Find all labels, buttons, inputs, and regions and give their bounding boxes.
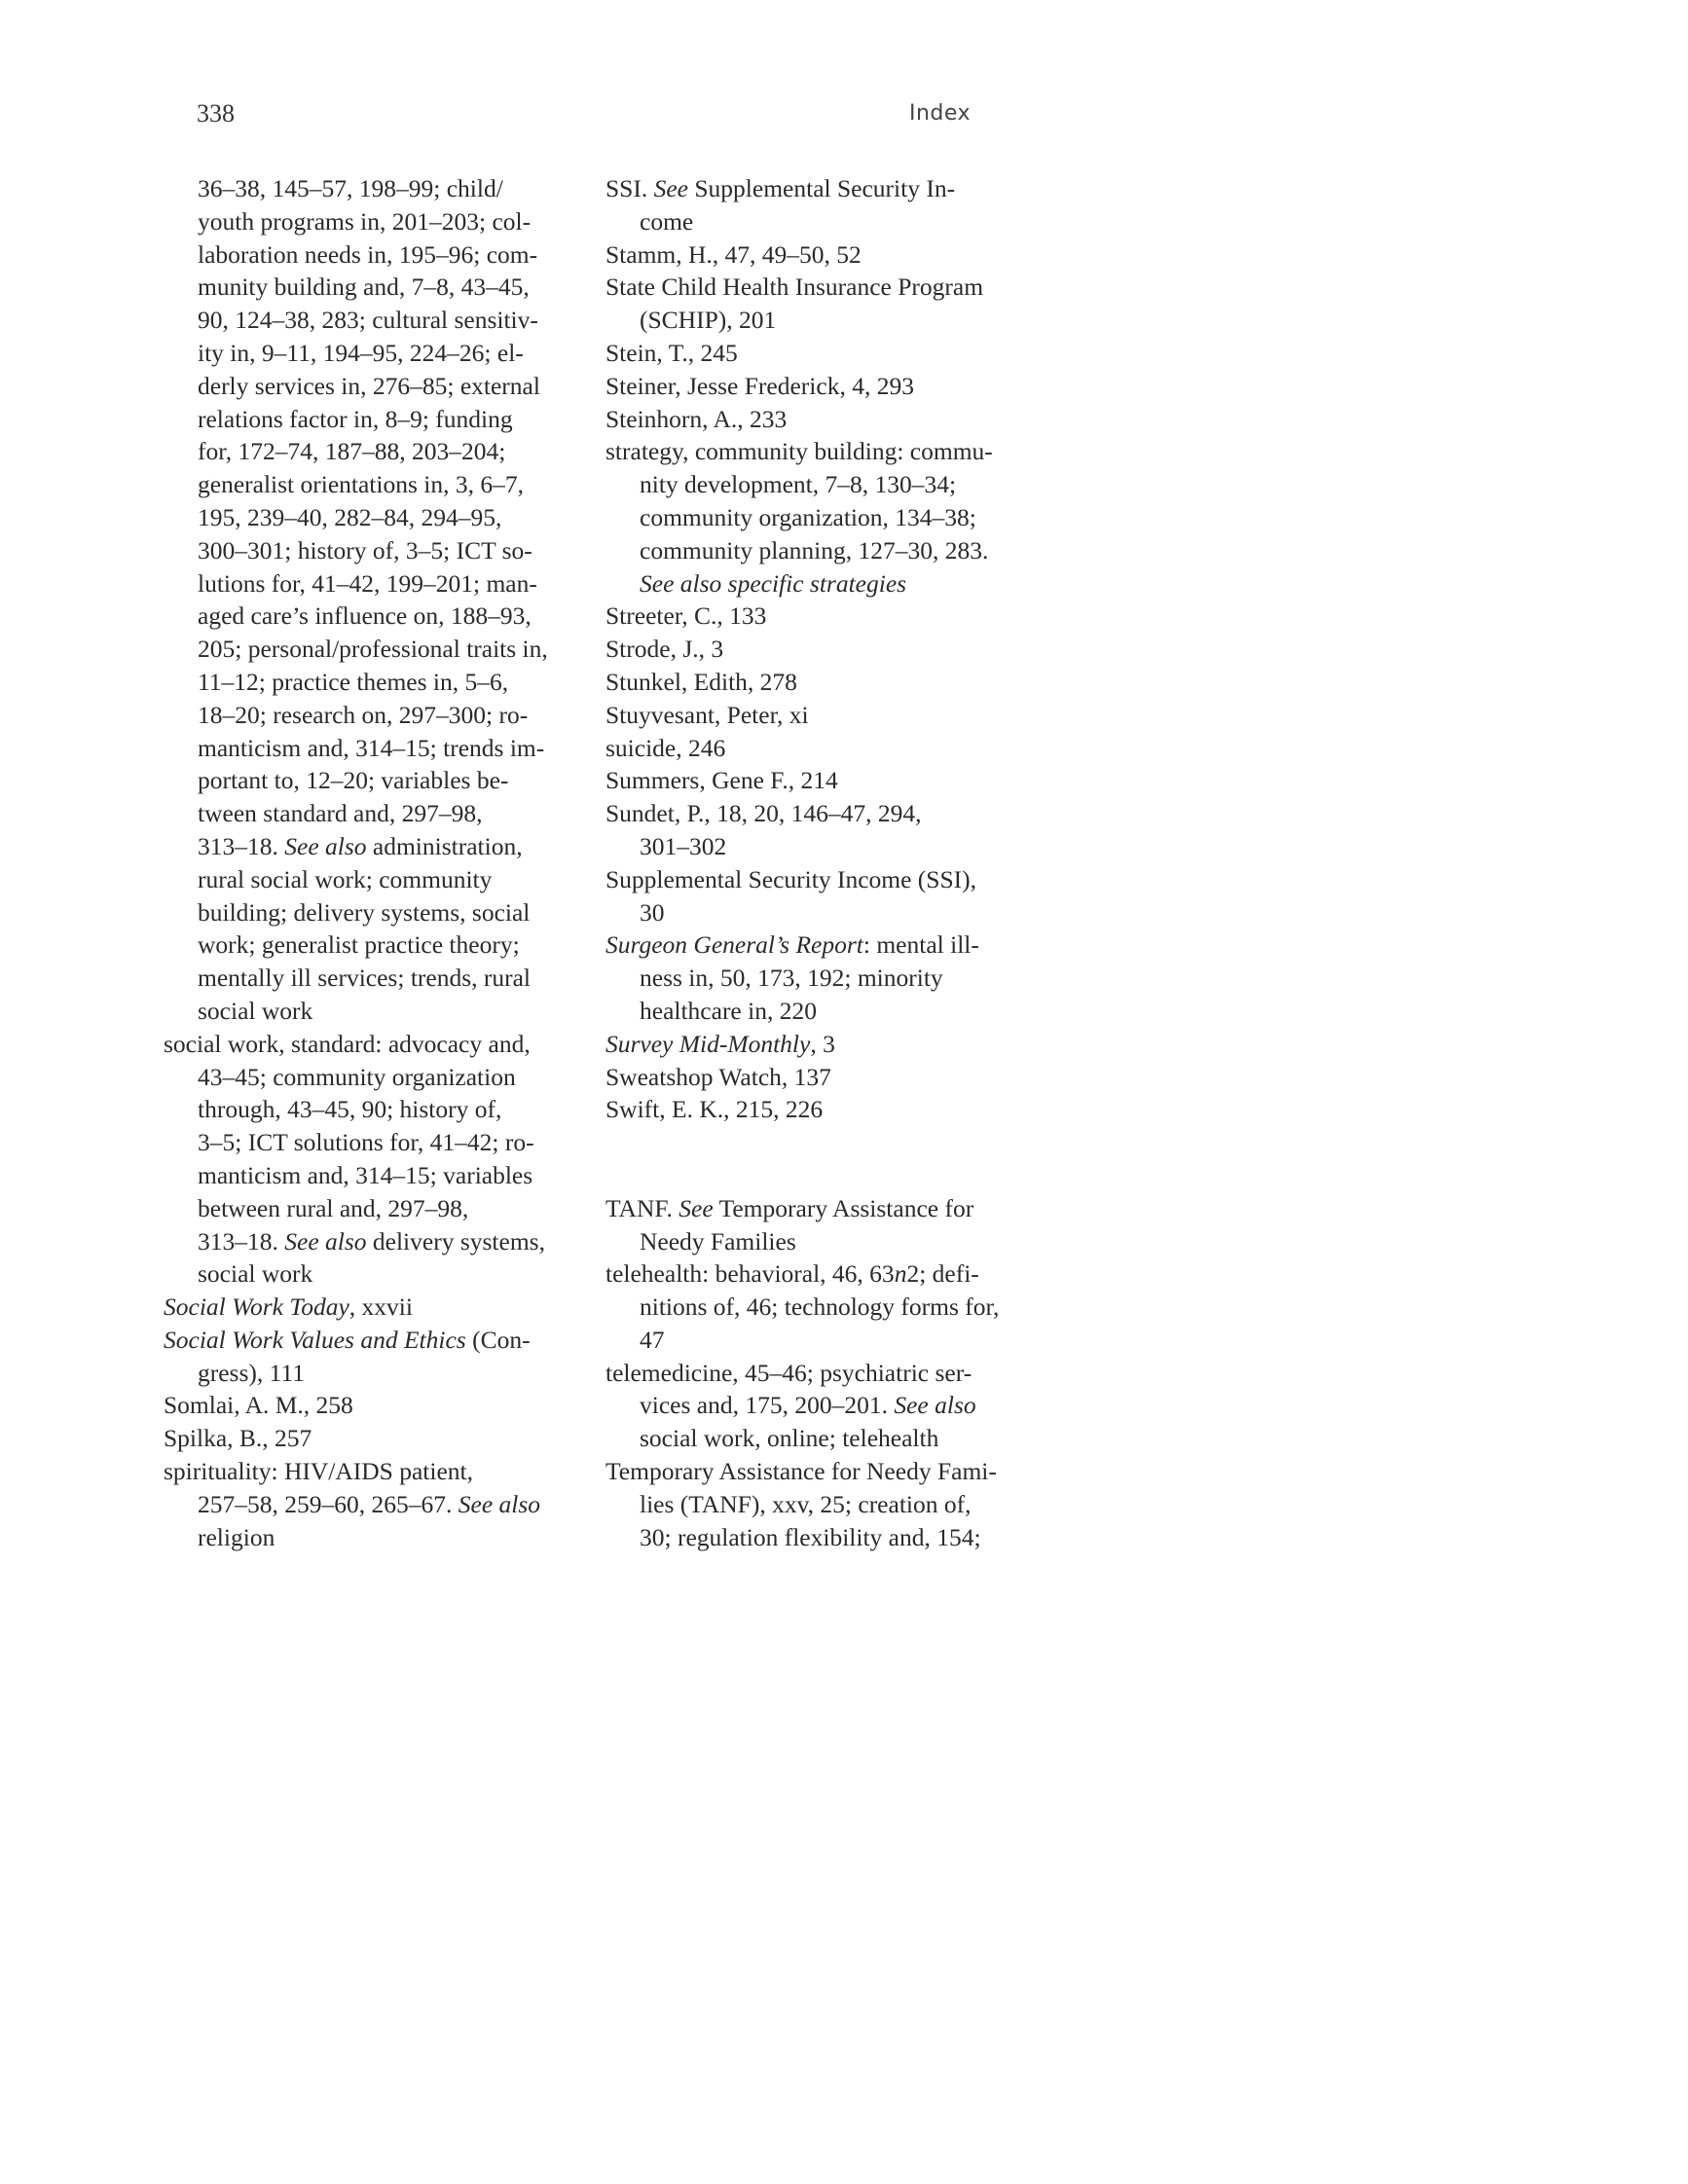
entry-text: derly services in, 276–85; external bbox=[198, 371, 540, 400]
entry-text: Stamm, H., 47, 49–50, 52 bbox=[605, 239, 862, 269]
entry-text: healthcare in, 220 bbox=[640, 996, 817, 1025]
index-continuation-line bbox=[164, 1225, 572, 1258]
index-continuation-line bbox=[164, 764, 572, 797]
entry-text: Needy Families bbox=[640, 1226, 796, 1256]
entry-text: Spilka, B., 257 bbox=[164, 1424, 312, 1453]
index-entry-line bbox=[605, 1192, 1005, 1225]
entry-text: strategy, community building: commu- bbox=[605, 437, 993, 466]
entry-text: TANF. bbox=[605, 1193, 679, 1222]
index-continuation-line bbox=[164, 732, 572, 765]
page-number: 338 bbox=[197, 99, 235, 127]
index-column-right bbox=[605, 172, 1005, 1553]
entry-text: Somlai, A. M., 258 bbox=[164, 1391, 353, 1420]
italic-text: See also bbox=[458, 1489, 541, 1518]
index-continuation-line bbox=[164, 337, 572, 370]
index-continuation-line bbox=[164, 995, 572, 1028]
index-continuation-line bbox=[605, 567, 1005, 601]
italic-text: See bbox=[679, 1193, 714, 1222]
entry-text: social work, standard: advocacy and, bbox=[164, 1029, 531, 1058]
entry-text: 43–45; community organization bbox=[198, 1062, 516, 1091]
entry-text: work; generalist practice theory; bbox=[198, 930, 520, 960]
entry-text: community organization, 134–38; bbox=[640, 502, 976, 531]
entry-text: Stuyvesant, Peter, xi bbox=[605, 700, 809, 729]
entry-text: 313–18. bbox=[198, 1226, 285, 1256]
index-continuation-line bbox=[164, 1192, 572, 1225]
index-entry-line bbox=[605, 633, 1005, 666]
index-continuation-line bbox=[164, 600, 572, 633]
entry-text: building; delivery systems, social bbox=[198, 897, 531, 927]
index-continuation-line bbox=[164, 435, 572, 468]
entry-text: Swift, E. K., 215, 226 bbox=[605, 1095, 824, 1124]
index-continuation-line bbox=[605, 304, 1005, 337]
entry-text: 30 bbox=[640, 897, 665, 927]
entry-text: between rural and, 297–98, bbox=[198, 1193, 469, 1222]
entry-text: gress), 111 bbox=[198, 1358, 306, 1387]
entry-text: delivery systems, bbox=[366, 1226, 545, 1256]
entry-text: 18–20; research on, 297–300; ro- bbox=[198, 700, 529, 729]
entry-text: Summers, Gene F., 214 bbox=[605, 766, 838, 795]
entry-text: for, 172–74, 187–88, 203–204; bbox=[198, 437, 506, 466]
index-continuation-line bbox=[164, 468, 572, 501]
entry-text: lies (TANF), xxv, 25; creation of, bbox=[640, 1489, 972, 1518]
index-entry-line bbox=[605, 764, 1005, 797]
index-continuation-line bbox=[164, 797, 572, 830]
index-continuation-line bbox=[164, 896, 572, 929]
index-entry-line bbox=[605, 1357, 1005, 1390]
entry-text: munity building and, 7–8, 43–45, bbox=[198, 273, 530, 302]
italic-text: See also bbox=[894, 1391, 976, 1420]
entry-text: vices and, 175, 200–201. bbox=[640, 1391, 895, 1420]
index-entry-line bbox=[164, 1028, 572, 1061]
entry-text: lutions for, 41–42, 199–201; man- bbox=[198, 568, 537, 598]
index-entry-line bbox=[605, 928, 1005, 962]
index-continuation-line bbox=[605, 205, 1005, 238]
index-entry-line bbox=[164, 1422, 572, 1455]
entry-text: telemedicine, 45–46; psychiatric ser- bbox=[605, 1358, 972, 1387]
index-continuation-line bbox=[164, 1061, 572, 1094]
index-continuation-line bbox=[605, 1488, 1005, 1521]
entry-text: : mental ill- bbox=[862, 930, 979, 960]
index-entry-line bbox=[605, 1257, 1005, 1291]
index-entry-line bbox=[164, 1455, 572, 1488]
index-continuation-line bbox=[164, 863, 572, 896]
entry-text: 195, 239–40, 282–84, 294–95, bbox=[198, 502, 502, 531]
italic-text: See bbox=[653, 174, 688, 202]
entry-text: Supplemental Security In- bbox=[688, 174, 956, 202]
index-continuation-line bbox=[605, 1225, 1005, 1258]
entry-text: (Con- bbox=[465, 1325, 531, 1354]
entry-text: generalist orientations in, 3, 6–7, bbox=[198, 470, 524, 499]
entry-text: manticism and, 314–15; variables bbox=[198, 1160, 533, 1189]
index-continuation-line bbox=[164, 271, 572, 304]
index-continuation-line bbox=[164, 238, 572, 272]
entry-text: 205; personal/professional traits in, bbox=[198, 635, 548, 664]
index-continuation-line bbox=[164, 1488, 572, 1521]
entry-text: ity in, 9–11, 194–95, 224–26; el- bbox=[198, 338, 524, 367]
entry-text: mentally ill services; trends, rural bbox=[198, 964, 532, 993]
index-entry-line bbox=[605, 238, 1005, 272]
entry-text: Stein, T., 245 bbox=[605, 338, 738, 367]
italic-text: n bbox=[894, 1259, 907, 1289]
entry-text: Stunkel, Edith, 278 bbox=[605, 667, 797, 696]
index-entry-line bbox=[164, 1389, 572, 1422]
index-continuation-line bbox=[164, 403, 572, 436]
entry-text: Steinhorn, A., 233 bbox=[605, 404, 788, 433]
index-entry-line bbox=[164, 1324, 572, 1357]
index-continuation-line bbox=[164, 699, 572, 732]
index-continuation-line bbox=[164, 1257, 572, 1291]
index-continuation-line bbox=[605, 830, 1005, 863]
index-continuation-line bbox=[164, 928, 572, 962]
index-entry-line bbox=[605, 1061, 1005, 1094]
entry-text: relations factor in, 8–9; funding bbox=[198, 404, 513, 433]
entry-text: social work, online; telehealth bbox=[640, 1424, 939, 1453]
index-continuation-line bbox=[164, 1126, 572, 1159]
italic-text: See also bbox=[284, 831, 367, 860]
index-entry-line bbox=[605, 337, 1005, 370]
index-continuation-line bbox=[164, 1521, 572, 1554]
index-entry-line bbox=[605, 435, 1005, 468]
entry-text: Sundet, P., 18, 20, 146–47, 294, bbox=[605, 799, 922, 828]
entry-text: 3–5; ICT solutions for, 41–42; ro- bbox=[198, 1128, 534, 1157]
index-entry-line bbox=[605, 172, 1005, 205]
index-entry-line bbox=[605, 732, 1005, 765]
index-entry-line bbox=[605, 370, 1005, 403]
index-entry-line bbox=[605, 666, 1005, 699]
index-continuation-line bbox=[164, 205, 572, 238]
entry-text: tween standard and, 297–98, bbox=[198, 799, 483, 828]
italic-text: Social Work Values and Ethics bbox=[164, 1325, 466, 1354]
index-entry-line bbox=[605, 797, 1005, 830]
index-continuation-line bbox=[605, 995, 1005, 1028]
index-entry-line bbox=[605, 1093, 1005, 1126]
entry-text: Temporary Assistance for Needy Fami- bbox=[605, 1457, 997, 1486]
index-continuation-line bbox=[605, 1422, 1005, 1455]
index-continuation-line bbox=[605, 468, 1005, 501]
entry-text: , 3 bbox=[810, 1029, 835, 1058]
index-entry-line bbox=[605, 1028, 1005, 1061]
entry-text: suicide, 246 bbox=[605, 733, 726, 762]
index-continuation-line bbox=[605, 1389, 1005, 1422]
entry-text: 300–301; history of, 3–5; ICT so- bbox=[198, 535, 532, 564]
entry-text: community planning, 127–30, 283. bbox=[640, 535, 989, 564]
entry-text: Supplemental Security Income (SSI), bbox=[605, 864, 977, 893]
index-continuation-line bbox=[164, 567, 572, 601]
entry-text: social work bbox=[198, 1259, 313, 1289]
entry-text: nity development, 7–8, 130–34; bbox=[640, 470, 957, 499]
italic-text: Survey Mid-Monthly bbox=[605, 1029, 811, 1058]
entry-text: social work bbox=[198, 996, 313, 1025]
entry-text: 11–12; practice themes in, 5–6, bbox=[198, 667, 509, 696]
entry-text: manticism and, 314–15; trends im- bbox=[198, 733, 545, 762]
index-continuation-line bbox=[164, 172, 572, 205]
entry-text: 257–58, 259–60, 265–67. bbox=[198, 1489, 459, 1518]
entry-text: laboration needs in, 195–96; com- bbox=[198, 239, 538, 269]
index-continuation-line bbox=[164, 1357, 572, 1390]
entry-text: rural social work; community bbox=[198, 864, 493, 893]
entry-text: Streeter, C., 133 bbox=[605, 601, 767, 631]
entry-text: State Child Health Insurance Program bbox=[605, 273, 984, 302]
entry-text: Sweatshop Watch, 137 bbox=[605, 1062, 831, 1091]
index-continuation-line bbox=[164, 370, 572, 403]
entry-text: portant to, 12–20; variables be- bbox=[198, 766, 509, 795]
index-entry-line bbox=[605, 699, 1005, 732]
entry-text: ness in, 50, 173, 192; minority bbox=[640, 964, 943, 993]
index-column-left bbox=[164, 172, 572, 1553]
index-continuation-line bbox=[164, 633, 572, 666]
index-continuation-line bbox=[164, 534, 572, 567]
index-continuation-line bbox=[605, 962, 1005, 995]
letter-group-gap bbox=[605, 1126, 1005, 1192]
entry-text: aged care’s influence on, 188–93, bbox=[198, 601, 532, 631]
index-continuation-line bbox=[164, 1159, 572, 1192]
index-continuation-line bbox=[164, 501, 572, 534]
entry-text: , xxvii bbox=[349, 1292, 413, 1322]
entry-text: administration, bbox=[366, 831, 523, 860]
index-continuation-line bbox=[605, 1291, 1005, 1324]
entry-text: religion bbox=[198, 1522, 275, 1551]
running-head: Index bbox=[909, 101, 972, 126]
entry-text: nitions of, 46; technology forms for, bbox=[640, 1292, 1000, 1322]
entry-text: SSI. bbox=[605, 174, 654, 202]
index-continuation-line bbox=[164, 830, 572, 863]
entry-text: Strode, J., 3 bbox=[605, 635, 724, 664]
entry-text: Steiner, Jesse Frederick, 4, 293 bbox=[605, 371, 914, 400]
italic-text: See also bbox=[284, 1226, 367, 1256]
entry-text: telehealth: behavioral, 46, 63 bbox=[605, 1259, 895, 1289]
index-continuation-line bbox=[164, 666, 572, 699]
index-continuation-line bbox=[164, 962, 572, 995]
entry-text: 47 bbox=[640, 1325, 665, 1354]
index-entry-line bbox=[605, 863, 1005, 896]
entry-text: Temporary Assistance for bbox=[713, 1193, 974, 1222]
entry-text: 301–302 bbox=[640, 831, 727, 860]
italic-text: Surgeon General’s Report bbox=[605, 930, 863, 960]
index-entry-line bbox=[605, 403, 1005, 436]
index-continuation-line bbox=[164, 1093, 572, 1126]
entry-text: 36–38, 145–57, 198–99; child/ bbox=[198, 174, 503, 202]
entry-text: 2; defi- bbox=[906, 1259, 979, 1289]
entry-text: through, 43–45, 90; history of, bbox=[198, 1095, 502, 1124]
index-continuation-line bbox=[605, 896, 1005, 929]
entry-text: spirituality: HIV/AIDS patient, bbox=[164, 1457, 474, 1486]
entry-text: 313–18. bbox=[198, 831, 285, 860]
index-entry-line bbox=[605, 1455, 1005, 1488]
index-continuation-line bbox=[164, 304, 572, 337]
entry-text: come bbox=[640, 206, 694, 236]
entry-text: 90, 124–38, 283; cultural sensitiv- bbox=[198, 306, 538, 335]
entry-text: (SCHIP), 201 bbox=[640, 306, 777, 335]
italic-text: See also specific strategies bbox=[640, 568, 907, 598]
entry-text: youth programs in, 201–203; col- bbox=[198, 206, 532, 236]
index-entry-line bbox=[164, 1291, 572, 1324]
index-continuation-line bbox=[605, 534, 1005, 567]
index-continuation-line bbox=[605, 501, 1005, 534]
entry-text: 30; regulation flexibility and, 154; bbox=[640, 1522, 981, 1551]
index-continuation-line bbox=[605, 1521, 1005, 1554]
index-continuation-line bbox=[605, 1324, 1005, 1357]
index-entry-line bbox=[605, 271, 1005, 304]
index-entry-line bbox=[605, 600, 1005, 633]
italic-text: Social Work Today bbox=[164, 1292, 349, 1322]
